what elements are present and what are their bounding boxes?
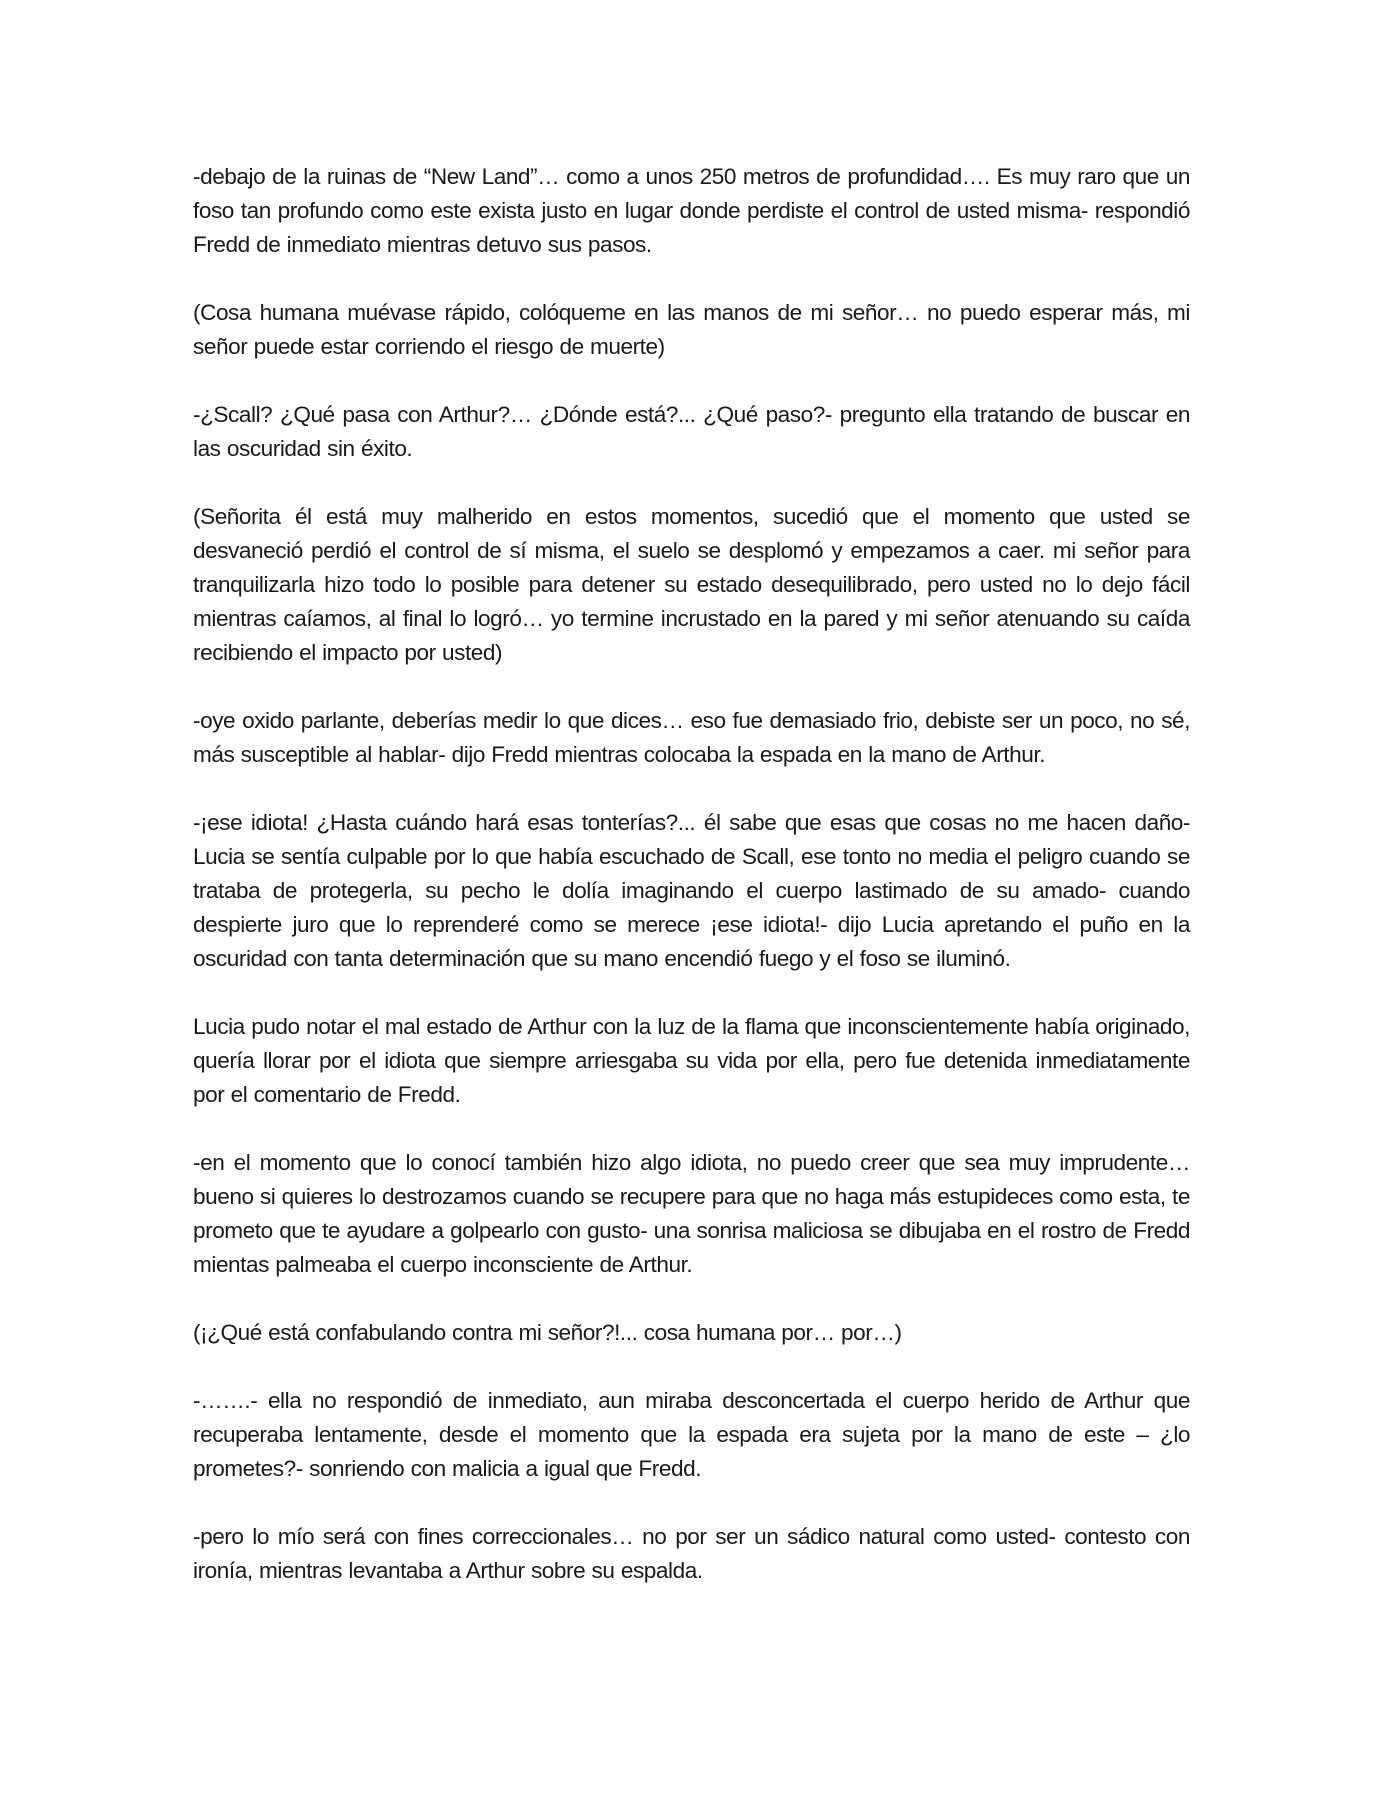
paragraph-8: -en el momento que lo conocí también hizo algo idiota, no puedo creer que sea muy imprudente… bueno si quieres lo destrozamos cuando se recupere para que no haga más estupideces como esta, te prometo que te ayudare a golpearlo con gusto- una sonrisa maliciosa se dibujaba en el rostro de Fredd mientas palmeaba el cuerpo inconsciente de Arthur. [193,1150,1190,1277]
paragraph-1: -debajo de la ruinas de “New Land”… como a unos 250 metros de profundidad…. Es muy raro que un foso tan profundo como este exista justo en lugar donde perdiste el control de usted misma- respondió Fredd de inmediato mientras detuvo sus pasos. [193,164,1190,257]
paragraph-5: -oye oxido parlante, deberías medir lo que dices… eso fue demasiado frio, debiste ser un poco, no sé, más susceptible al hablar- dijo Fredd mientras colocaba la espada en la mano de Arthur. [193,708,1190,767]
paragraph-4: (Señorita él está muy malherido en estos momentos, sucedió que el momento que usted se desvaneció perdió el control de sí misma, el suelo se desplomó y empezamos a caer. mi señor para tranquilizarla hizo todo lo posible para detener su estado desequilibrado, pero usted no lo dejo fácil mientras caíamos, al final lo logró… yo termine incrustado en la pared y mi señor atenuando su caída recibiendo el impacto por usted) [193,504,1190,665]
paragraph-9: (¡¿Qué está confabulando contra mi señor?!... cosa humana por… por…) [193,1320,902,1345]
paragraph-2: (Cosa humana muévase rápido, colóqueme en las manos de mi señor… no puedo esperar más, mi señor puede estar corriendo el riesgo de muerte) [193,300,1190,359]
paragraph-3: -¿Scall? ¿Qué pasa con Arthur?… ¿Dónde está?... ¿Qué paso?- pregunto ella tratando de buscar en las oscuridad sin éxito. [193,402,1190,461]
paragraph-10: -…….- ella no respondió de inmediato, aun miraba desconcertada el cuerpo herido de Arthur que recuperaba lentamente, desde el momento que la espada era sujeta por la mano de este – ¿lo prometes?- sonriendo con malicia a igual que Fredd. [193,1388,1190,1481]
paragraph-7: Lucia pudo notar el mal estado de Arthur con la luz de la flama que inconscientemente había originado, quería llorar por el idiota que siempre arriesgaba su vida por ella, pero fue detenida inmediatamente por el comentario de Fredd. [193,1014,1190,1107]
paragraph-6: -¡ese idiota! ¿Hasta cuándo hará esas tonterías?... él sabe que esas que cosas no me hacen daño- Lucia se sentía culpable por lo que había escuchado de Scall, ese tonto no media el peligro cuando se trataba de protegerla, su pecho le dolía imaginando el cuerpo lastimado de su amado- cuando despierte juro que lo reprenderé como se merece ¡ese idiota!- dijo Lucia apretando el puño en la oscuridad con tanta determinación que su mano encendió fuego y el foso se iluminó. [193,810,1190,971]
paragraph-11: -pero lo mío será con fines correccionales… no por ser un sádico natural como usted- contesto con ironía, mientras levantaba a Arthur sobre su espalda. [193,1524,1190,1583]
